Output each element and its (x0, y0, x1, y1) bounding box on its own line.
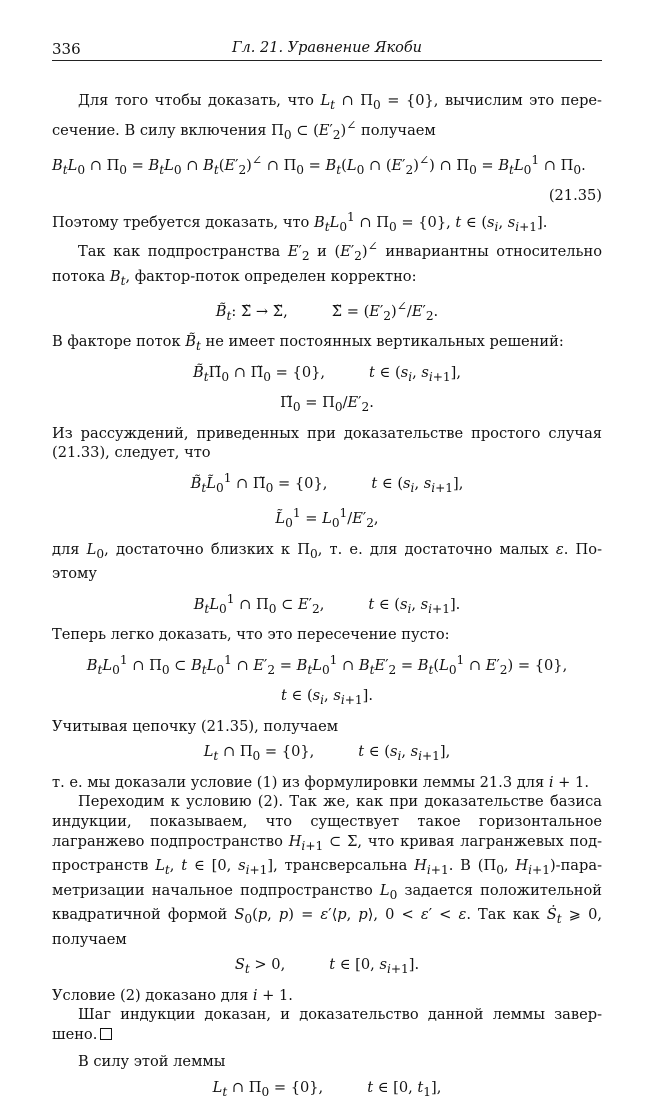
paragraph-7: Теперь легко доказать, что это пересечение пусто: (52, 626, 450, 644)
equation-empty-b: t ∈ ($s_i$, $s_{i+1}$]. (281, 687, 373, 708)
equation-factor-b: $\Pĩ_0 = \Pi_0/E'_2$. (280, 394, 374, 415)
paragraph-8: Учитывая цепочку (21.35), получаем (52, 717, 339, 735)
equation-number: (21.35) (548, 187, 602, 205)
equation-empty-a: $B_tL_0^1$ ∩ $\Pi_0$ ⊂ $B_tL_0^1$ ∩ $E'_2 = B_tL_0^1$ ∩ $B_tE'_2 = B_t(L_0^1$ ∩ $E'_2) = \{0\}$, (86, 652, 568, 677)
equation-inclusion: $B_tL_0^1$ ∩ $\Pi_0$ ⊂ $E'_2$, t ∈ ($s_i$, $s_{i+1}$]. (193, 591, 461, 616)
equation-simple-b: $L̃_0^1 = L_0^1/E'_2$, (275, 506, 379, 531)
equation-result: $L_t$ ∩ $\Pi_0 = \{0\}$, t ∈ ($s_i$, $s_{i+1}$], (203, 743, 451, 764)
running-title: Гл. 21. Уравнение Якоби (231, 40, 423, 56)
paragraph-2: Поэтому требуется доказать, что $B_tL_0^1$ ∩ $\Pi_0 = \{0\}$, t ∈ ($s_i$, $s_{i+1}$]. (52, 209, 548, 234)
page-body (52, 91, 602, 1103)
paragraph-6: для $L_0$, достаточно близких к $\Pi_0$, т. е. для достаточно малых ε. Поэтому (52, 540, 603, 583)
paragraph-1: Для того чтобы доказать, что $L_t$ ∩ $\Pi_0 = \{0\}$, вычислим это пересечение. В силу включения $\Pi_0$ ⊂ $(E'_2)^\angle$ получаем (52, 92, 602, 142)
equation-positive-form: $S_t > 0$, t ∈ [0, $s_{i+1}$]. (234, 956, 420, 977)
qed-square-icon (100, 1028, 112, 1040)
paragraph-9: т. е. мы доказали условие (1) из формулировки леммы 21.3 для i + 1. (52, 773, 589, 791)
paragraph-11: Условие (2) доказано для i + 1. (52, 986, 293, 1004)
page-header (52, 36, 602, 61)
paragraph-3: Так как подпространства $E'_2$ и $(E'_2)^\angle$ инвариантны относительно потока $B_t$, фактор-поток определен корректно: (52, 239, 602, 288)
page-number: 336 (52, 40, 81, 58)
paragraph-5: Из рассуждений, приведенных при доказательстве простого случая (21.33), следует, что (52, 424, 602, 462)
paragraph-12: Шаг индукции доказан, и доказательство данной леммы завершено. (52, 1006, 602, 1043)
equation-21-35: $B_tL_0$ ∩ $\Pi_0 = B_tL_0$ ∩ $B_t(E'_2)^\angle$ ∩ $\Pi_0 = B_t(L_0$ ∩ $(E'_2)^\angle$) ∩ $\Pi_0 = B_tL_0^1$ ∩ $\Pi_0$. (52, 152, 586, 177)
equation-factor-a: $B̃_t\Pĩ_0$ ∩ $\Pĩ_0 = \{0\}$, t ∈ ($s_i$, $s_{i+1}$], (192, 363, 462, 384)
equation-simple-a: $B̃_tL̃_0^1$ ∩ $\Pĩ_0 = \{0\}$, t ∈ ($s_i$, $s_{i+1}$], (190, 471, 464, 495)
book-page (52, 36, 602, 1109)
paragraph-10: Переходим к условию (2). Так же, как при доказательстве базиса индукции, показываем, что существует такое горизонтальное лагранжево подпространство $H_{i+1}$ ⊂ Σ, что кривая лагранжевых подпространств $L_t$, t ∈ [0, $s_{i+1}$], трансверсальна $H_{i+1}$. В ($\Pi_0$, $H_{i+1}$)-параметризации начальное подпространство $L_0$ задается положительной квадратичной формой $S_0(p$, p) = ε′⟨p, p⟩, 0 < ε′ < ε. Так как Ṡ$_t$ ⩾ 0, получаем (52, 793, 603, 948)
paragraph-4: В факторе поток $B̃_t$ не имеет постоянных вертикальных решений: (52, 333, 564, 354)
paragraph-13: В силу этой леммы (78, 1053, 226, 1071)
equation-final: $L_t$ ∩ $\Pi_0 = \{0\}$, t ∈ [0, $t_1$], (212, 1079, 442, 1099)
equation-factor-flow: $B̃_t$: Σ̃ → Σ̃, Σ̃ = $(E'_2)^\angle/E'_2$. (215, 299, 439, 323)
